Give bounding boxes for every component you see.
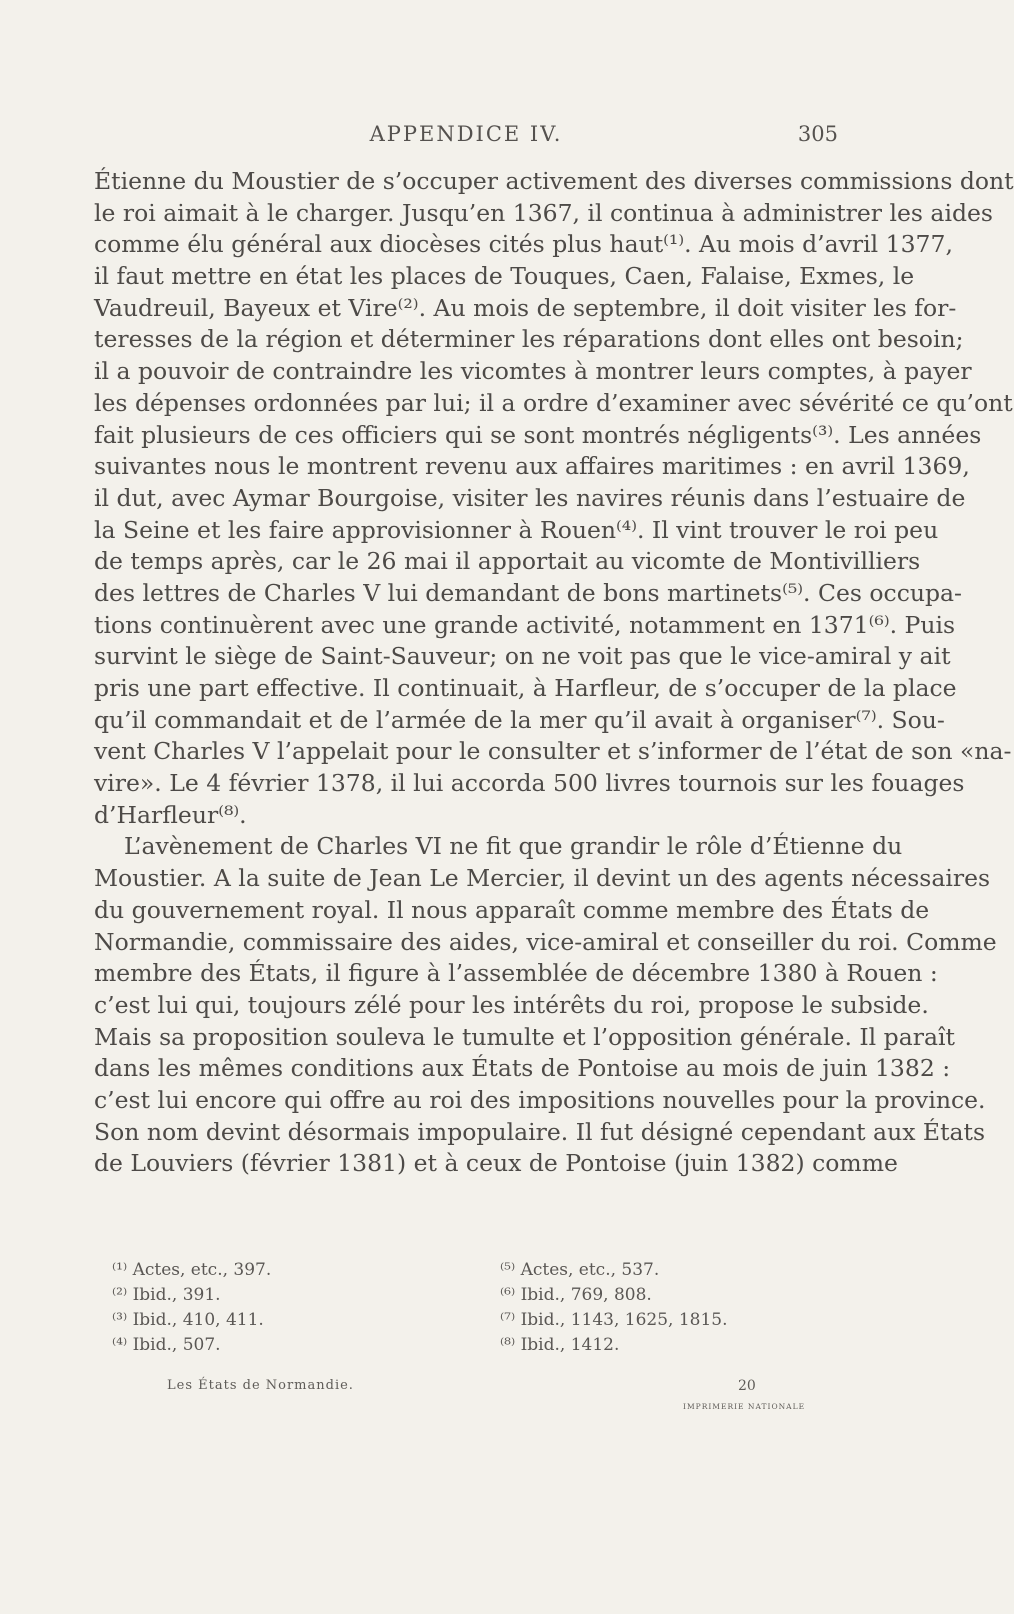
body-text: [94, 166, 1014, 1180]
text-line: de temps après, car le 26 mai il apportait au vicomte de Montivilliers: [94, 547, 921, 576]
text-line: survint le siège de Saint-Sauveur; on ne voit pas que le vice-amiral y ait: [94, 642, 951, 671]
text-line: c’est lui qui, toujours zélé pour les intérêts du roi, propose le subside.: [94, 990, 929, 1019]
text-line: Moustier. A la suite de Jean Le Mercier, il devint un des agents nécessaires: [94, 864, 991, 893]
text-line: dans les mêmes conditions aux États de Pontoise au mois de juin 1382 :: [94, 1054, 951, 1083]
text-line: comme élu général aux diocèses cités plus haut⁽¹⁾. Au mois d’avril 1377,: [94, 230, 953, 259]
text-line: teresses de la région et déterminer les réparations dont elles ont besoin;: [94, 325, 964, 354]
printer-imprint: IMPRIMERIE NATIONALE: [683, 1402, 806, 1411]
text-line: fait plusieurs de ces officiers qui se sont montrés négligents⁽³⁾. Les années: [94, 420, 982, 449]
text-line: du gouvernement royal. Il nous apparaît comme membre des États de: [94, 895, 930, 924]
footnote: ⁽⁵⁾ Actes, etc., 537.: [500, 1260, 660, 1280]
text-line: vent Charles V l’appelait pour le consulter et s’informer de l’état de son «na-: [94, 737, 1012, 766]
footnotes-right: [500, 1258, 728, 1358]
text-line: le roi aimait à le charger. Jusqu’en 1367, il continua à administrer les aides: [94, 198, 993, 227]
paragraph-2: [94, 831, 997, 1180]
footnote: ⁽⁸⁾ Ibid., 1412.: [500, 1335, 620, 1355]
text-line: il dut, avec Aymar Bourgoise, visiter les navires réunis dans l’estuaire de: [94, 483, 966, 512]
footnotes-left: [112, 1258, 271, 1358]
text-line: les dépenses ordonnées par lui; il a ordre d’examiner avec sévérité ce qu’ont: [94, 388, 1013, 417]
text-line: membre des États, il figure à l’assemblée de décembre 1380 à Rouen :: [94, 959, 938, 988]
footnote: ⁽⁴⁾ Ibid., 507.: [112, 1335, 221, 1355]
footnote: ⁽¹⁾ Actes, etc., 397.: [112, 1260, 272, 1280]
footnote: ⁽²⁾ Ibid., 391.: [112, 1285, 221, 1305]
text-line: la Seine et les faire approvisionner à Rouen⁽⁴⁾. Il vint trouver le roi peu: [94, 515, 939, 544]
paragraph-1: [94, 166, 1014, 831]
text-line: il faut mettre en état les places de Touques, Caen, Falaise, Exmes, le: [94, 262, 915, 291]
footnote: ⁽⁷⁾ Ibid., 1143, 1625, 1815.: [500, 1310, 728, 1330]
page-number: 305: [797, 122, 838, 146]
text-line: qu’il commandait et de l’armée de la mer qu’il avait à organiser⁽⁷⁾. Sou-: [94, 705, 945, 734]
text-line: Normandie, commissaire des aides, vice-amiral et conseiller du roi. Comme: [94, 927, 997, 956]
text-line: pris une part effective. Il continuait, à Harfleur, de s’occuper de la place: [94, 674, 957, 702]
text-line: des lettres de Charles V lui demandant de bons martinets⁽⁵⁾. Ces occupa-: [94, 578, 962, 607]
text-line: Étienne du Moustier de s’occuper activement des diverses commissions dont: [94, 167, 1014, 195]
text-line: vire». Le 4 février 1378, il lui accorda 500 livres tournois sur les fouages: [94, 769, 965, 798]
signature-title: Les États de Normandie.: [167, 1378, 354, 1393]
running-head: [94, 122, 838, 156]
text-line: L’avènement de Charles VI ne fit que grandir le rôle d’Étienne du: [124, 832, 903, 861]
text-line: Vaudreuil, Bayeux et Vire⁽²⁾. Au mois de septembre, il doit visiter les for-: [94, 293, 957, 322]
text-line: d’Harfleur⁽⁸⁾.: [94, 800, 247, 829]
signature-number: 20: [738, 1378, 756, 1394]
running-head-title: APPENDICE IV.: [369, 122, 563, 146]
text-line: suivantes nous le montrent revenu aux affaires maritimes : en avril 1369,: [94, 452, 970, 481]
text-line: il a pouvoir de contraindre les vicomtes à montrer leurs comptes, à payer: [94, 357, 972, 386]
text-line: Mais sa proposition souleva le tumulte et l’opposition générale. Il paraît: [94, 1022, 955, 1051]
text-line: tions continuèrent avec une grande activité, notamment en 1371⁽⁶⁾. Puis: [94, 610, 956, 639]
footnote: ⁽³⁾ Ibid., 410, 411.: [112, 1310, 264, 1330]
text-line: de Louviers (février 1381) et à ceux de Pontoise (juin 1382) comme: [94, 1149, 898, 1178]
text-line: Son nom devint désormais impopulaire. Il fut désigné cependant aux États: [94, 1117, 986, 1146]
footnote: ⁽⁶⁾ Ibid., 769, 808.: [500, 1285, 652, 1305]
text-line: c’est lui encore qui offre au roi des impositions nouvelles pour la province.: [94, 1085, 986, 1114]
